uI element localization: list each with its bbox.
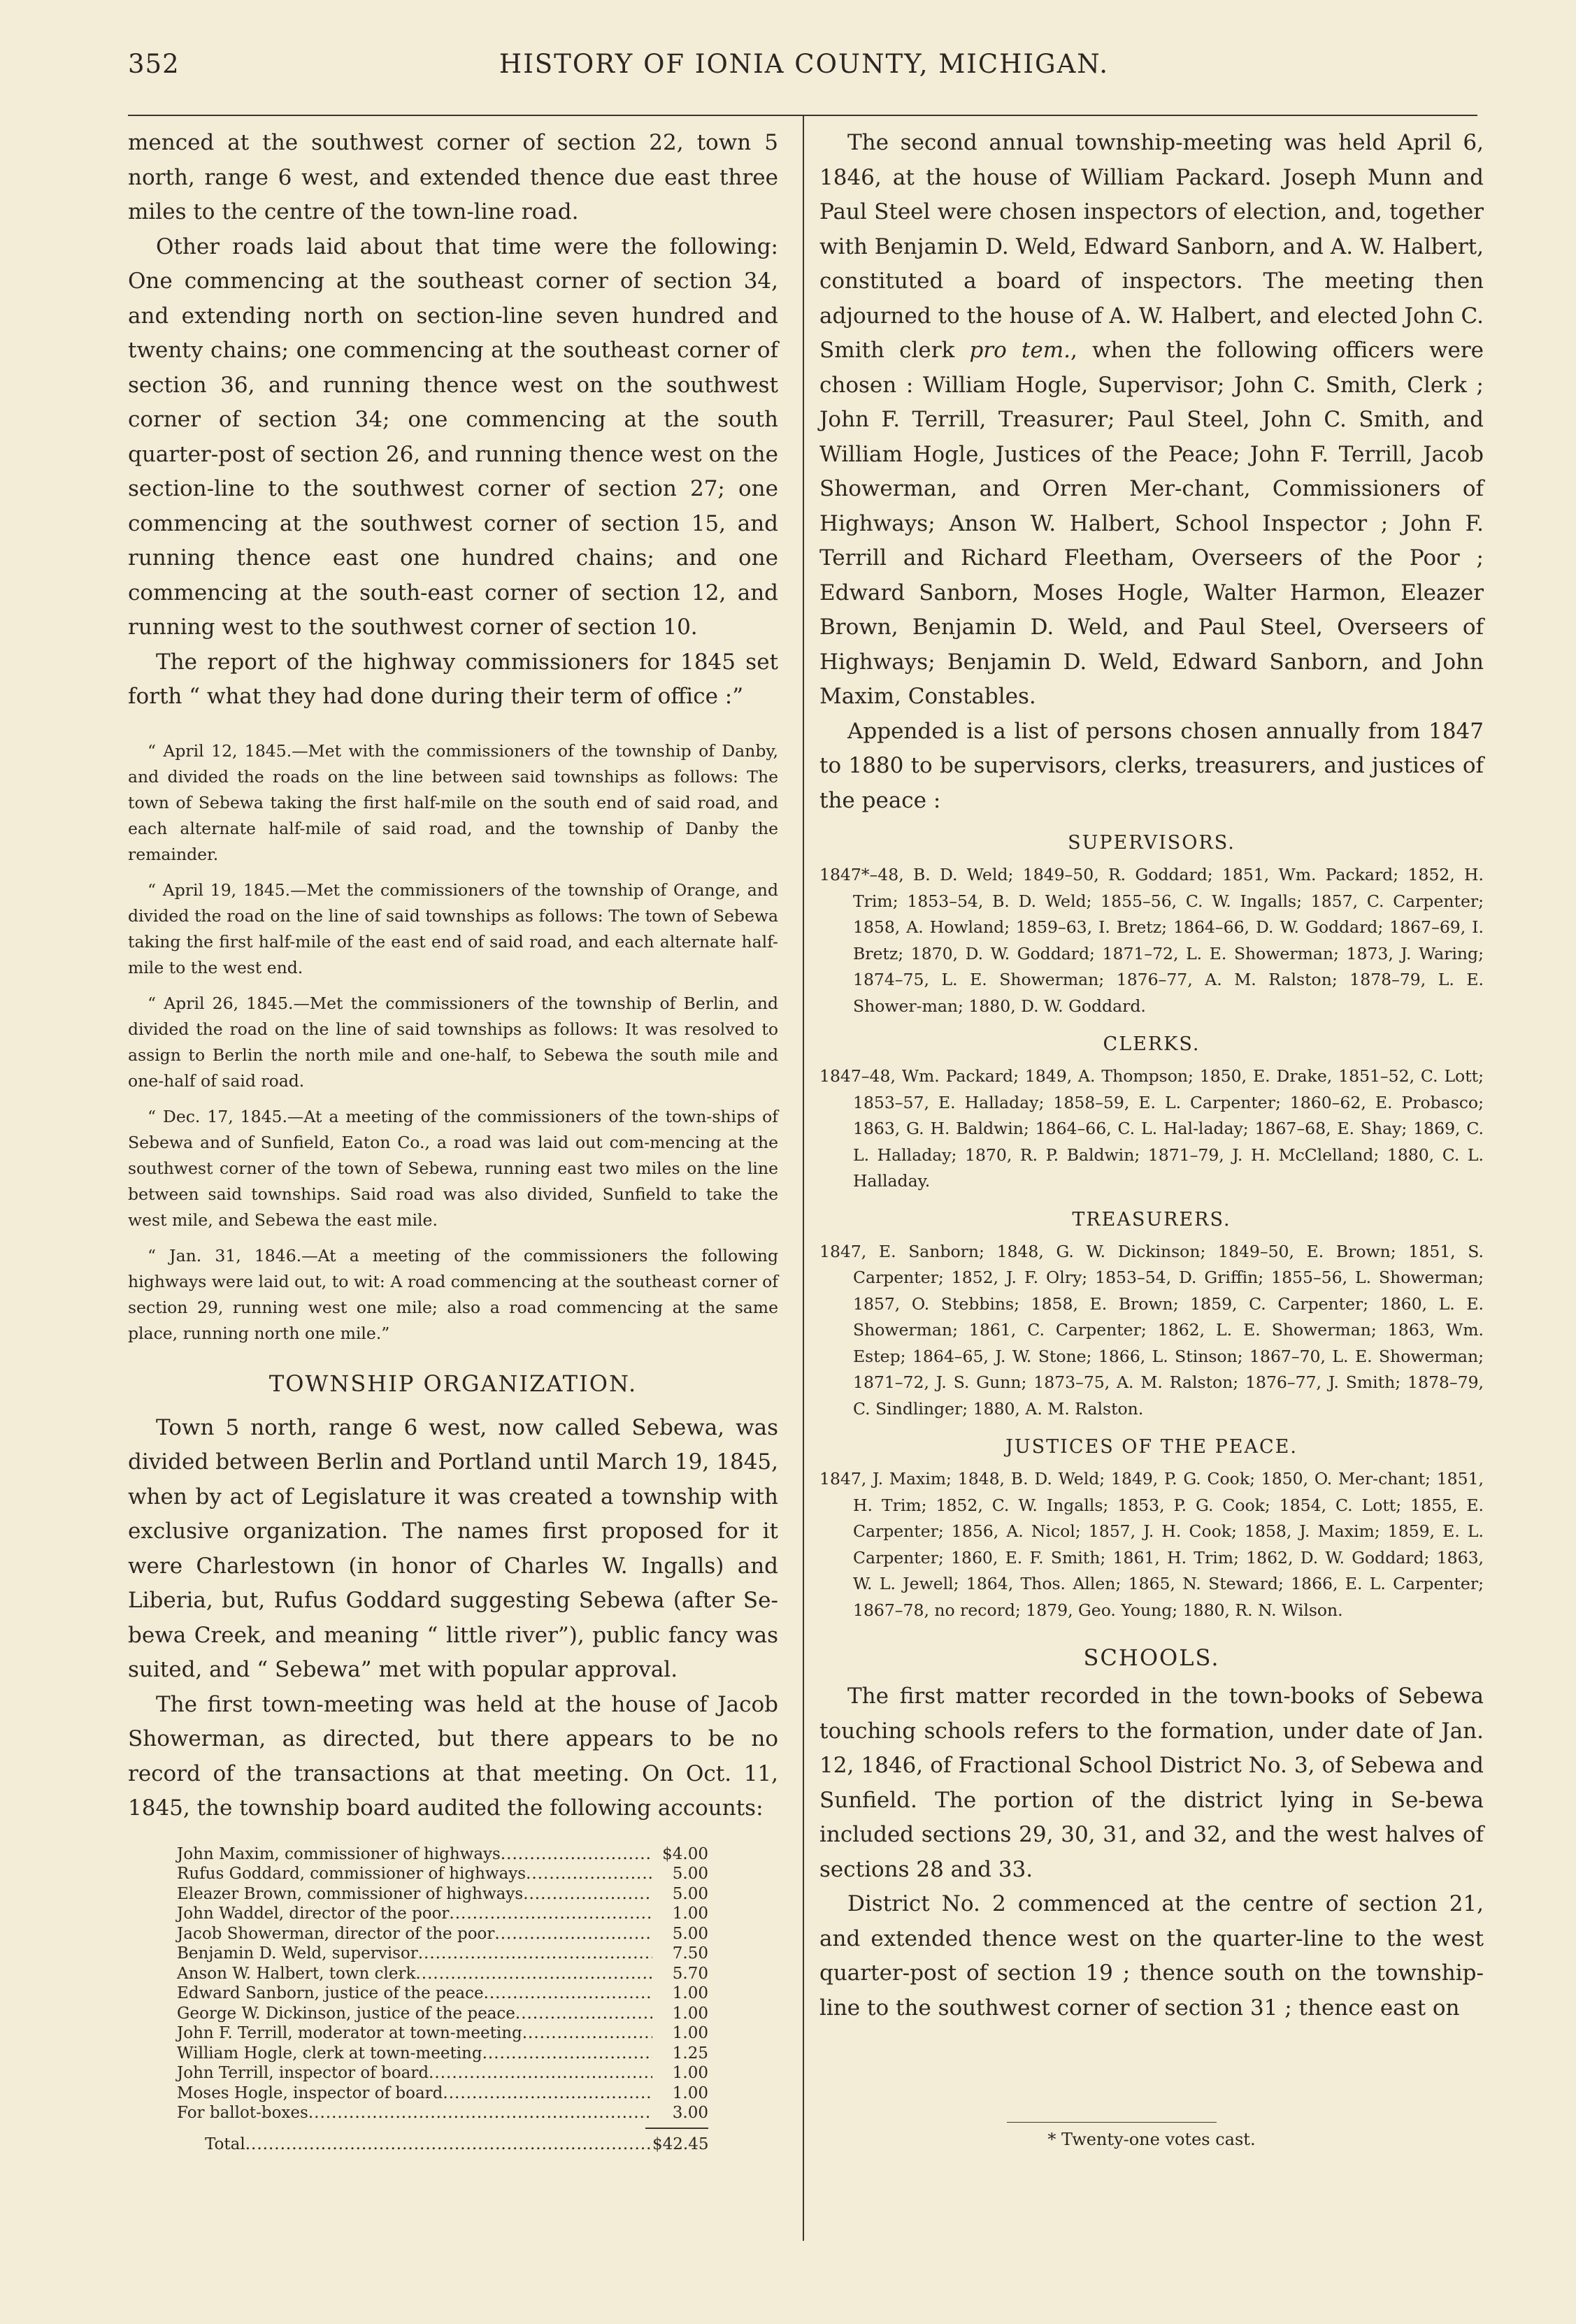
account-row [177,2063,708,2083]
account-row [177,2103,708,2123]
treasurers-list: 1847, E. Sanborn; 1848, G. W. Dickinson; 1849–50, E. Brown; 1851, S. Carpenter; 1852, J. F. Olry; 1853–54, D. Griffin; 1855–56, L. Showerman; 1857, O. Stebbins; 1858, E. Brown; 1859, C. Carpenter; 1860, L. E. Showerman; 1861, C. Carpenter; 1862, L. E. Showerman; 1863, Wm. Estep; 1864–65, J. W. Stone; 1866, L. Stinson; 1867–70, L. E. Showerman; 1871–72, J. S. Gunn; 1873–75, A. M. Ralston; 1876–77, J. Smith; 1878–79, C. Sindlinger; 1880, A. M. Ralston. [819,1241,1484,1419]
account-row [177,1884,708,1905]
left-column [128,126,778,2154]
paragraph: District No. 2 commenced at the centre of section 21, and extended thence west on the quarter-line to the west quarter-post of section 19 ; thence south on the township-line to the southwest corner of section 31 ; thence east on [819,1891,1484,2021]
paragraph: menced at the southwest corner of section 22, town 5 north, range 6 west, and extended thence due east three miles to the centre of the town-line road. [128,130,778,224]
account-amount: 1.00 [672,2004,708,2023]
account-row [177,2004,708,2024]
account-amount: 5.00 [672,1865,708,1883]
report-entry: “ April 26, 1845.—Met the commissioners of the township of Berlin, and divided the road on the line of said townships as follows: It was resolved to assign to Berlin the north mile and one-half, to Sebewa the south mile and one-half of said road. [128,993,778,1091]
account-name: John Waddel, director of the poor [177,1905,450,1923]
list-heading: JUSTICES OF THE PEACE. [1005,1436,1298,1458]
total-label: Total [205,2135,245,2153]
account-row [177,1964,708,1984]
account-amount: 5.70 [672,1964,708,1983]
account-total-row [205,2135,708,2155]
account-amount: 1.00 [672,2064,708,2082]
account-row [177,2044,708,2064]
account-row [177,1984,708,2004]
total-amount: $42.45 [652,2135,709,2153]
report-entry: “ April 12, 1845.—Met with the commissioners of the township of Danby, and divided the roads on the line between said townships as follows: The town of Sebewa taking the first half-mile on the south end of said road, and each alternate half-mile of said road, and the township of Danby the remainder. [128,740,778,864]
account-name: John F. Terrill, moderator at town-meeting [177,2024,522,2042]
italic-text: pro tem. [969,338,1070,363]
report-entry: “ Dec. 17, 1845.—At a meeting of the commissioners of the town-ships of Sebewa and of Sunfield, Eaton Co., a road was laid out com-mencing at the southwest corner of the town of Sebewa, running east two miles on the line between said townships. Said road was also divided, Sunfield to take the west mile, and Sebewa the east mile. [128,1106,778,1230]
account-row [177,1864,708,1884]
accounts-table [177,1844,708,2155]
account-row [177,2083,708,2104]
account-name: Benjamin D. Weld, supervisor [177,1944,418,1963]
footnote-rule [1007,2122,1217,2123]
page-number: 352 [128,49,180,79]
report-entry: “ April 19, 1845.—Met the commissioners of the township of Orange, and divided the road on the line of said townships as follows: The town of Sebewa taking the first half-mile of the east end of said road, and each alternate half-mile to the west end. [128,880,778,977]
account-name: Anson W. Halbert, town clerk [177,1964,416,1983]
footnote: * Twenty-one votes cast. [1047,2130,1256,2149]
paragraph: The first matter recorded in the town-books of Sebewa touching schools refers to the formation, under date of Jan. 12, 1846, of Fractional School District No. 3, of Sebewa and Sunfield. The portion of the district lying in Se-bewa included sections 29, 30, 31, and 32, and the west halves of sections 28 and 33. [819,1684,1484,1882]
account-row [177,2023,708,2044]
account-name: Eleazer Brown, commissioner of highways [177,1884,524,1903]
account-amount: 7.50 [672,1944,708,1963]
list-heading: TREASURERS. [1072,1208,1231,1231]
account-amount: 1.00 [672,2083,708,2102]
account-amount: 5.00 [672,1924,708,1943]
account-name: John Terrill, inspector of board [177,2064,429,2082]
clerks-list: 1847–48, Wm. Packard; 1849, A. Thompson; 1850, E. Drake, 1851–52, C. Lott; 1853–57, E. Halladay; 1858–59, E. L. Carpenter; 1860–62, E. Probasco; 1863, G. H. Baldwin; 1864–66, C. L. Hal-laday; 1867–68, E. Shay; 1869, C. L. Halladay; 1870, R. P. Baldwin; 1871–79, J. H. McClelland; 1880, C. L. Halladay. [819,1066,1484,1191]
account-amount: 1.00 [672,1984,708,2002]
section-heading: TOWNSHIP ORGANIZATION. [268,1370,638,1397]
paragraph: The second annual township-meeting was held April 6, 1846, at the house of William Packard. Joseph Munn and Paul Steel were chosen inspectors of election, and, together with Benjamin D. Weld, Edward Sanborn, and A. W. Halbert, constituted a board of inspectors. The meeting then adjourned to the house of A. W. Halbert, and elected John C. Smith clerk pro tem., when the following officers were chosen : William Hogle, Supervisor; John C. Smith, Clerk ; John F. Terrill, Treasurer; Paul Steel, John C. Smith, and William Hogle, Justices of the Peace; John F. Terrill, Jacob Showerman, and Orren Mer-chant, Commissioners of Highways; Anson W. Halbert, School Inspector ; John F. Terrill and Richard Fleetham, Overseers of the Poor ; Edward Sanborn, Moses Hogle, Walter Harmon, Eleazer Brown, Benjamin D. Weld, and Paul Steel, Overseers of Highways; Benjamin D. Weld, Edward Sanborn, and John Maxim, Constables. [819,130,1484,709]
paragraph: Other roads laid about that time were the following: One commencing at the southeast corner of section 34, and extending north on section-line seven hundred and twenty chains; one commencing at the southeast corner of section 36, and running thence west on the southwest corner of section 34; one commencing at the south quarter-post of section 26, and running thence west on the section-line to the southwest corner of section 27; one commencing at the southwest corner of section 15, and running thence east one hundred chains; and one commencing at the south-east corner of section 12, and running west to the southwest corner of section 10. [128,234,778,640]
paragraph: Appended is a list of persons chosen annually from 1847 to 1880 to be supervisors, clerks, treasurers, and justices of the peace : [819,718,1484,813]
supervisors-list: 1847*–48, B. D. Weld; 1849–50, R. Goddard; 1851, Wm. Packard; 1852, H. Trim; 1853–54, B. D. Weld; 1855–56, C. W. Ingalls; 1857, C. Carpenter; 1858, A. Howland; 1859–63, I. Bretz; 1864–66, D. W. Goddard; 1867–69, I. Bretz; 1870, D. W. Goddard; 1871–72, L. E. Showerman; 1873, J. Waring; 1874–75, L. E. Showerman; 1876–77, A. M. Ralston; 1878–79, L. E. Shower-man; 1880, D. W. Goddard. [819,865,1484,1016]
running-head: HISTORY OF IONIA COUNTY, MICHIGAN. [499,49,1110,79]
total-rule [645,2128,708,2129]
account-amount: 1.00 [672,1905,708,1923]
account-name: Jacob Showerman, director of the poor [177,1924,495,1943]
paragraph: The first town-meeting was held at the house of Jacob Showerman, as directed, but there appears to be no record of the transactions at that meeting. On Oct. 11, 1845, the township board audited the following accounts: [128,1691,778,1821]
right-column [819,126,1484,2025]
account-name: George W. Dickinson, justice of the peace [177,2004,515,2023]
justices-list: 1847, J. Maxim; 1848, B. D. Weld; 1849, P. G. Cook; 1850, O. Mer-chant; 1851, H. Trim; 1852, C. W. Ingalls; 1853, P. G. Cook; 1854, C. Lott; 1855, E. Carpenter; 1856, A. Nicol; 1857, J. H. Cook; 1858, J. Maxim; 1859, E. L. Carpenter; 1860, E. F. Smith; 1861, H. Trim; 1862, D. W. Goddard; 1863, W. L. Jewell; 1864, Thos. Allen; 1865, N. Steward; 1866, E. L. Carpenter; 1867–78, no record; 1879, Geo. Young; 1880, R. N. Wilson. [819,1469,1484,1620]
report-entry: “ Jan. 31, 1846.—At a meeting of the commissioners the following highways were laid out, to wit: A road commencing at the southeast corner of section 29, running west one mile; also a road commencing at the same place, running north one mile.” [128,1245,778,1343]
section-heading: SCHOOLS. [1083,1644,1220,1671]
column-rule [803,115,804,2241]
list-heading: SUPERVISORS. [1068,832,1235,854]
account-name: Moses Hogle, inspector of board [177,2083,443,2102]
account-name: Rufus Goddard, commissioner of highways [177,1865,526,1883]
account-amount: 5.00 [672,1884,708,1903]
account-name: For ballot-boxes [177,2104,308,2122]
account-name: John Maxim, commissioner of highways [177,1844,501,1863]
account-row [177,1904,708,1924]
account-amount: 3.00 [672,2104,708,2122]
account-amount: 1.00 [672,2024,708,2042]
account-row [177,1924,708,1944]
commissioners-report [128,738,778,1347]
account-amount: 1.25 [672,2044,708,2063]
paragraph: Town 5 north, range 6 west, now called Sebewa, was divided between Berlin and Portland until March 19, 1845, when by act of Legislature it was created a township with exclusive organization. The names first proposed for it were Charlestown (in honor of Charles W. Ingalls) and Liberia, but, Rufus Goddard suggesting Sebewa (after Se-bewa Creek, and meaning “ little river”), public fancy was suited, and “ Sebewa” met with popular approval. [128,1414,778,1682]
account-amount: $4.00 [662,1844,708,1863]
account-row [177,1944,708,1964]
list-heading: CLERKS. [1103,1033,1201,1055]
account-row [177,1844,708,1865]
paragraph: The report of the highway commissioners for 1845 set forth “ what they had done during their term of office :” [128,649,778,709]
account-name: William Hogle, clerk at town-meeting [177,2044,482,2063]
account-name: Edward Sanborn, justice of the peace [177,1984,484,2002]
